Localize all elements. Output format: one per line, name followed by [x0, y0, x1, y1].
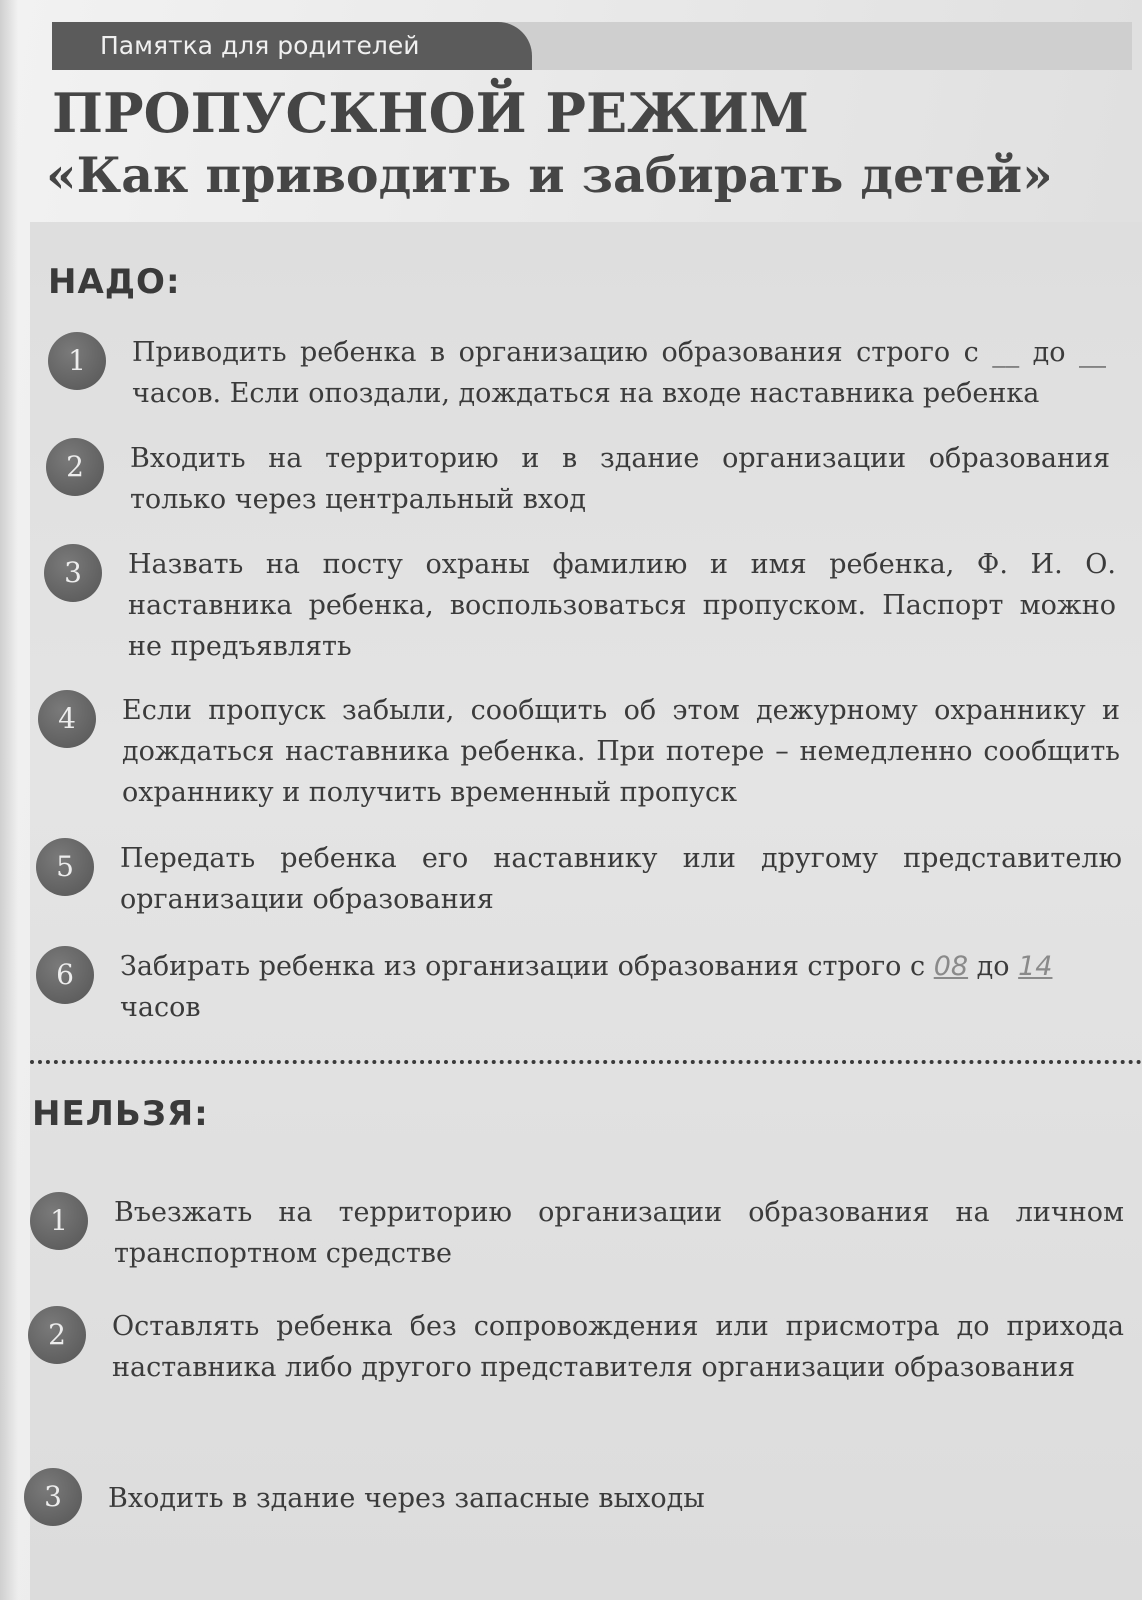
mustnot-item-text: Оставлять ребенка без сопровождения или присмотра до прихода наставника либо другого представителя организации образования [112, 1311, 1124, 1383]
handwritten-from-time: 08 [933, 951, 969, 982]
section-heading-mustnot: НЕЛЬЗЯ: [32, 1094, 209, 1134]
number-badge: 1 [30, 1192, 88, 1250]
item-text-part: часов [120, 992, 201, 1023]
must-item-4 [38, 690, 1120, 813]
must-item-text: Приводить ребенка в организацию образования строго с __ до __ часов. Если опоздали, дождаться на входе наставника ребенка [132, 337, 1106, 409]
page-subtitle: «Как приводить и забирать детей» [46, 146, 1053, 204]
section-heading-must: НАДО: [48, 262, 181, 302]
must-item-text: Назвать на посту охраны фамилию и имя ребенка, Ф. И. О. наставника ребенка, воспользоваться пропуском. Паспорт можно не предъявлять [128, 549, 1116, 662]
number-badge: 1 [48, 332, 106, 390]
section-divider [30, 1060, 1142, 1064]
number-badge: 5 [36, 838, 94, 896]
must-item-text [120, 946, 1126, 1028]
header-tab: Памятка для родителей [52, 22, 532, 70]
number-badge: 2 [28, 1306, 86, 1364]
mustnot-item-2 [28, 1306, 1124, 1388]
mustnot-item-text: Входить в здание через запасные выходы [108, 1483, 705, 1514]
number-badge: 6 [36, 946, 94, 1004]
page-title: ПРОПУСКНОЙ РЕЖИМ [52, 81, 809, 145]
must-item-text: Входить на территорию и в здание организации образования только через центральный вход [130, 443, 1110, 515]
mustnot-item-1 [30, 1192, 1124, 1274]
must-item-5 [36, 838, 1122, 920]
must-item-2 [46, 438, 1110, 520]
handwritten-to-time: 14 [1018, 951, 1053, 982]
item-text-part: до [968, 951, 1019, 982]
must-item-1 [48, 332, 1106, 414]
number-badge: 4 [38, 690, 96, 748]
must-item-text: Передать ребенка его наставнику или другому представителю организации образования [120, 843, 1122, 915]
must-item-3 [44, 544, 1116, 667]
item-text-part: Забирать ребенка из организации образования строго с [120, 951, 934, 982]
number-badge: 3 [44, 544, 102, 602]
number-badge: 2 [46, 438, 104, 496]
must-item-6 [36, 946, 1126, 1028]
mustnot-item-3 [24, 1468, 1124, 1526]
must-item-text: Если пропуск забыли, сообщить об этом дежурному охраннику и дождаться наставника ребенка. При потере – немедленно сообщить охраннику и получить временный пропуск [122, 695, 1120, 808]
mustnot-item-text: Въезжать на территорию организации образования на личном транспортном средстве [114, 1197, 1124, 1269]
number-badge: 3 [24, 1468, 82, 1526]
